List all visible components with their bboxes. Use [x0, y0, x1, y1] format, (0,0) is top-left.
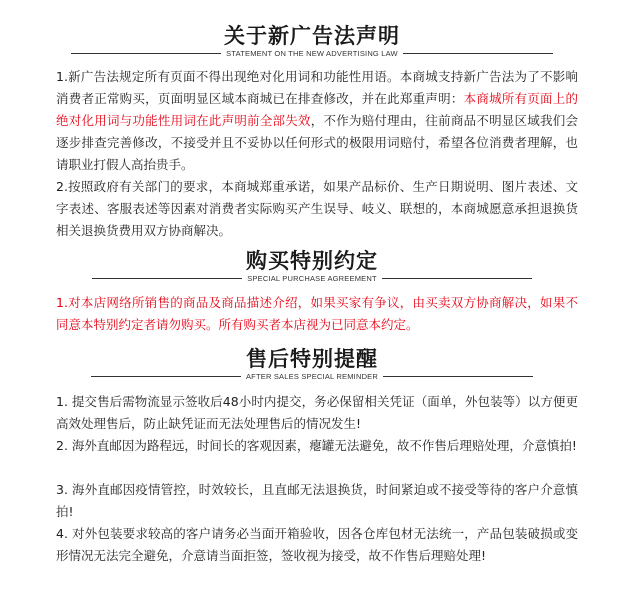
after-sales-subtitle: AFTER SALES SPECIAL REMINDER [245, 371, 379, 381]
after-sales-paragraph-1: 1. 提交售后需物流显示签收后48小时内提交，务必保留相关凭证（面单，外包装等）以方便更高效处理售后，防止缺凭证而无法处理售后的情况发生! [56, 394, 578, 431]
divider-left [71, 53, 221, 54]
divider-right [403, 53, 553, 54]
after-sales-subtitle-row [0, 369, 624, 383]
statement-paragraph-2: 2.按照政府有关部门的要求，本商城郑重承诺，如果产品标价、生产日期说明、图片表述、文字表述、客服表述等因素对消费者实际购买产生误导、岐义、联想的，本商城愿意承担退换货相关退换货费用双方协商解决。 [56, 179, 578, 238]
statement-p1-highlight: 本商城所有页面上的绝对化用词与功能性用词在此声明前全部失效 [56, 91, 578, 128]
statement-paragraph-1 [56, 66, 578, 176]
after-sales-paragraph-2: 2. 海外直邮因为路程远，时间长的客观因素，瘪罐无法避免，故不作售后理赔处理，介意慎拍! [56, 438, 577, 453]
after-sales-paragraph-4: 4. 对外包装要求较高的客户请务必当面开箱验收，因各仓库包材无法统一，产品包装破损或变形情况无法完全避免，介意请当面拒签，签收视为接受，故不作售后理赔处理! [56, 526, 578, 563]
statement-p1-text-b: ，不作为赔付理由，往前商品不明显区域我们会逐步排查完善修改，不接受并且不妥协以任何形式的极限用词赔付，希望各位消费者理解，也请职业打假人高抬贵手。 [56, 113, 578, 172]
after-sales-title: 售后特别提醒 [246, 347, 378, 371]
divider-right [383, 376, 533, 377]
divider-left [91, 376, 241, 377]
statement-p1-text-a: 1.新广告法规定所有页面不得出现绝对化用词和功能性用语。本商城支持新广告法为了不影响消费者正常购买，页面明显区域本商城已在排查修改，并在此郑重声明： [56, 69, 578, 106]
after-sales-paragraph-3: 3. 海外直邮因疫情管控，时效较长，且直邮无法退换货，时间紧迫或不接受等待的客户介意慎拍! [56, 482, 578, 519]
purchase-paragraph-1: 1.对本店网络所销售的商品及商品描述介绍，如果买家有争议，由买卖双方协商解决，如果不同意本特别约定者请勿购买。所有购买者本店视为已同意本约定。 [56, 295, 578, 332]
purchase-subtitle: SPECIAL PURCHASE AGREEMENT [247, 273, 377, 283]
purchase-agreement-title: 购买特别约定 [246, 249, 378, 273]
statement-subtitle: STATEMENT ON THE NEW ADVERTISING LAW [226, 48, 398, 58]
divider-right [382, 278, 532, 279]
purchase-subtitle-row [0, 271, 624, 285]
divider-left [92, 278, 242, 279]
statement-subtitle-row [0, 46, 624, 60]
statement-title: 关于新广告法声明 [224, 24, 400, 48]
